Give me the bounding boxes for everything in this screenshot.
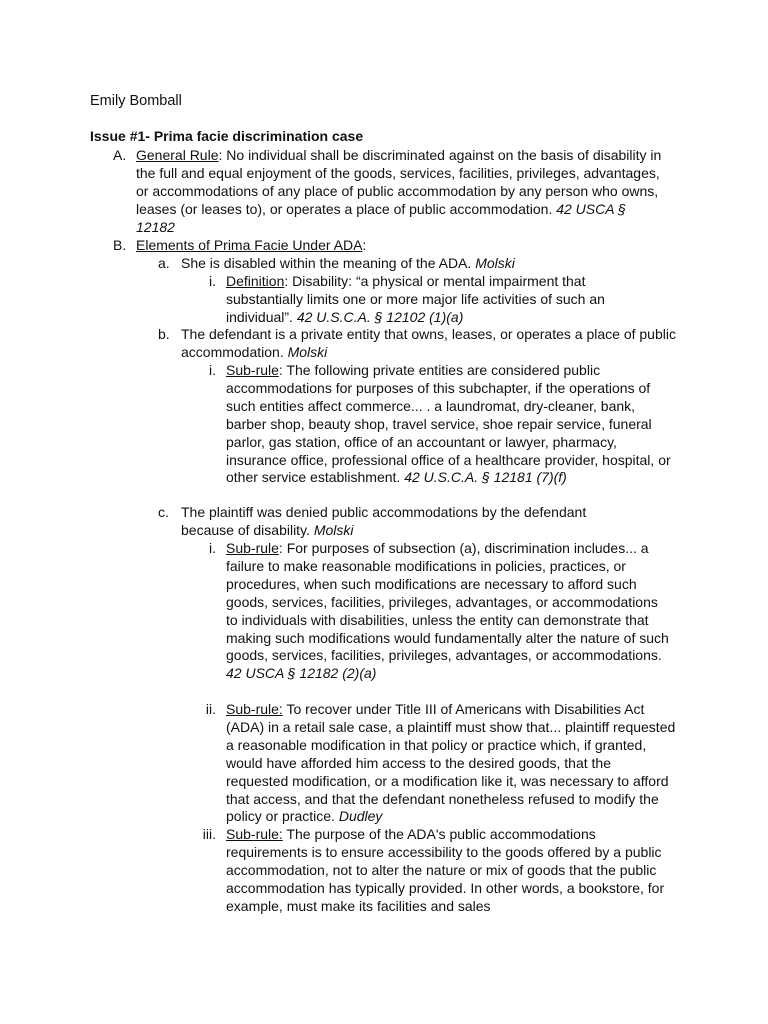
- element-c-citation: Molski: [313, 521, 354, 538]
- element-b-sub-i-citation: 42 U.S.C.A. § 12181 (7)(f): [404, 469, 567, 486]
- section-a-citation: 42 USCA § 12182: [136, 200, 626, 235]
- element-c-sub-iii-body: [226, 826, 676, 916]
- element-a-marker: a.: [158, 255, 170, 271]
- section-b-text: :: [362, 237, 367, 253]
- element-c-sub-iii-heading: Sub-rule:: [226, 826, 283, 842]
- section-a-marker: A.: [113, 147, 127, 163]
- element-a-sub-i-body: [226, 273, 646, 327]
- section-b-marker: B.: [113, 237, 127, 253]
- element-c-sub-iii-text: The purpose of the ADA's public accommodations requirements is to ensure accessibility to the goods offered by a public accommodation, not to alter the nature or mix of goods that the public accommodation has typically provided. In other words, a bookstore, for example, must make its facilities and sales: [226, 826, 665, 914]
- section-b-body: [136, 237, 666, 255]
- element-b-sub-i-text: : The following private entities are considered public accommodations for purposes of this subchapter, if the operations of such entities affect commerce... . a laundromat, dry-cleaner, bank, barber shop, beauty shop, travel service, shoe repair service, funeral parlor, gas station, office of an accountant or lawyer, pharmacy, insurance office, professional office of a healthcare provider, hospital, or other service establishment.: [226, 362, 671, 486]
- element-c-sub-i-marker: i.: [209, 540, 216, 556]
- element-c-body: [181, 504, 641, 540]
- element-a-text: She is disabled within the meaning of the ADA.: [181, 255, 476, 271]
- element-b-sub-i-heading: Sub-rule: [226, 362, 279, 378]
- element-c-sub-ii-text: To recover under Title III of Americans with Disabilities Act (ADA) in a retail sale case, a plaintiff must show that... plaintiff requested a reasonable modification in that policy or practice which, if granted, would have afforded him access to the desired goods, that the requested modification, or a modification like it, was necessary to afford that access, and that the defendant nonetheless refused to modify the policy or practice.: [226, 701, 676, 825]
- element-a-sub-i-heading: Definition: [226, 273, 285, 289]
- element-a-sub-i-marker: i.: [209, 273, 216, 289]
- section-a-text: : No individual shall be discriminated against on the basis of disability in the full and equal enjoyment of the goods, services, facilities, privileges, advantages, or accommodations of any place of public accommodation by any person who owns, leases (or leases to), or operates a place of public accommodation.: [136, 147, 662, 217]
- element-b-sub-i-marker: i.: [209, 362, 216, 378]
- section-a-heading: General Rule: [136, 147, 219, 163]
- element-c-text: The plaintiff was denied public accommodations by the defendant because of disability.: [181, 504, 587, 538]
- element-c-sub-ii-heading: Sub-rule:: [226, 701, 283, 717]
- element-b-citation: Molski: [287, 343, 328, 360]
- element-b-body: [181, 326, 676, 362]
- element-c-sub-i-text: : For purposes of subsection (a), discrimination includes... a failure to make reasonable modifications in policies, practices, or procedures, when such modifications are necessary to afford such goods, services, facilities, privileges, advantages, or accommodations to individuals with disabilities, unless the entity can demonstrate that making such modifications would fundamentally alter the nature of such goods, services, facilities, privileges, advantages, or accommodations.: [226, 540, 669, 664]
- element-c-sub-ii-body: [226, 701, 676, 826]
- element-c-sub-i-heading: Sub-rule: [226, 540, 279, 556]
- element-b-marker: b.: [158, 326, 170, 342]
- element-c-sub-iii-marker: iii.: [202, 826, 216, 842]
- element-c-sub-ii-citation: Dudley: [338, 808, 383, 825]
- element-b-sub-i-body: [226, 362, 678, 487]
- section-b-heading: Elements of Prima Facie Under ADA: [136, 237, 363, 253]
- element-c-sub-i-citation: 42 USCA § 12182 (2)(a): [226, 665, 377, 682]
- element-a-citation: Molski: [475, 255, 515, 271]
- element-c-sub-i-body: [226, 540, 673, 683]
- author-name: Emily Bomball: [90, 93, 182, 109]
- issue-title: Issue #1- Prima facie discrimination case: [90, 128, 364, 144]
- element-a-sub-i-text: : Disability: “a physical or mental impairment that substantially limits one or more major life activities of such an individual”.: [226, 273, 605, 325]
- element-c-sub-ii-marker: ii.: [205, 701, 216, 717]
- element-b-text: The defendant is a private entity that owns, leases, or operates a place of public accommodation.: [181, 326, 676, 360]
- element-a-sub-i-citation: 42 U.S.C.A. § 12102 (1)(a): [296, 308, 464, 325]
- element-a-body: [181, 255, 681, 273]
- section-a-body: [136, 147, 666, 237]
- element-c-marker: c.: [158, 504, 169, 520]
